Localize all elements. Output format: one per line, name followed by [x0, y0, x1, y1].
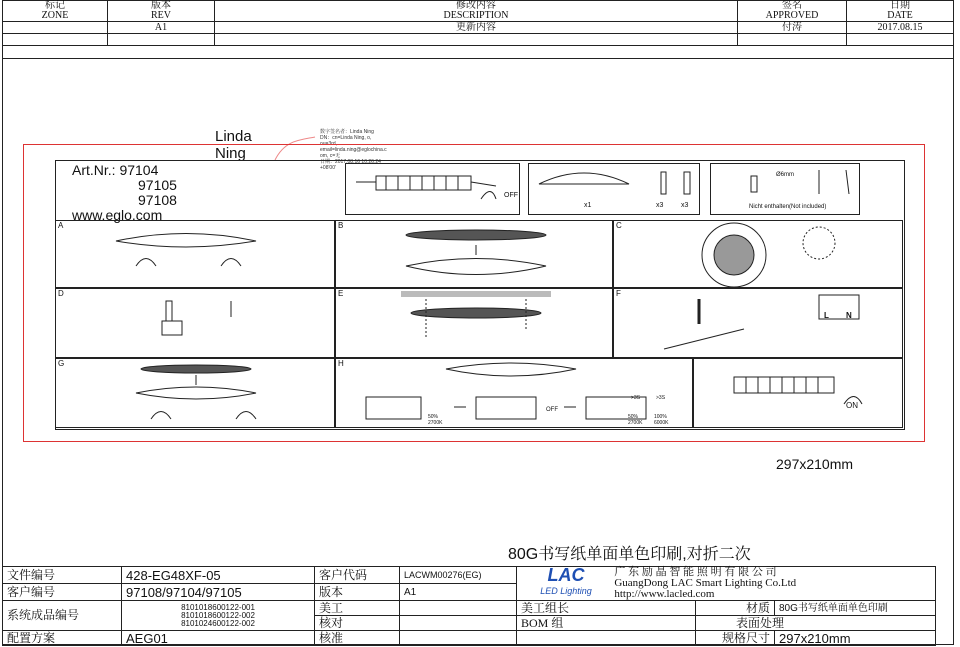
header-rev: 版本 REV — [108, 1, 215, 22]
config-label: 配置方案 — [3, 631, 122, 646]
size-note: 297x210mm — [776, 456, 854, 472]
divider — [2, 58, 954, 59]
step-a: A — [55, 220, 335, 288]
art-label: 美工 — [315, 601, 400, 616]
title-block — [2, 566, 936, 646]
terminal-l: L — [824, 311, 829, 320]
row-zone — [3, 22, 108, 34]
panel-contents — [528, 163, 700, 215]
step-e-illustration — [336, 289, 614, 359]
off-label: OFF — [504, 192, 518, 199]
version-label: 版本 — [315, 584, 400, 601]
customer-no-label: 客户编号 — [3, 584, 122, 601]
step-h-off: OFF — [546, 407, 558, 413]
signature-details: 数字签名者：Linda Ning DN：cn=Linda Ning, o, ou=3rd, email=linda.ning@eglochina.c om, c=无 日期：2017.08.16 10:26:24 +08'00' — [320, 129, 387, 171]
company-block — [517, 567, 936, 601]
spec: 297x210mm — [775, 631, 936, 646]
step-g: G — [55, 358, 335, 428]
step-g-illustration — [56, 359, 336, 429]
header-description: 修改内容 DESCRIPTION — [215, 1, 738, 22]
revision-table — [2, 0, 954, 46]
step-d: D — [55, 288, 335, 358]
qty-plugs: x3 — [681, 202, 689, 209]
contents-illustration — [529, 164, 701, 216]
not-included-note: Nicht enthalten(Not included) — [749, 204, 827, 210]
step-h-lamp1: 50% 2700K — [428, 414, 443, 426]
step-h-sec1: >3S — [631, 395, 641, 401]
customer-no: 97108/97104/97105 — [122, 584, 315, 601]
qty-lamp: x1 — [584, 202, 592, 209]
wiring-on-illustration — [694, 359, 904, 429]
step-e: E — [335, 288, 613, 358]
qty-screws: x3 — [656, 202, 664, 209]
company-name-cn: 广 东 励 晶 智 能 照 明 有 限 公 司 — [614, 566, 777, 578]
drill-size: Ø6mm — [776, 172, 794, 178]
file-no-label: 文件编号 — [3, 567, 122, 584]
step-h: H 50% 2700K OFF >3S >3S 50% 2700K 100% 6000K — [335, 358, 693, 428]
panel-connector — [345, 163, 520, 215]
step-h-sec2: >3S — [656, 395, 666, 401]
check-label: 核对 — [315, 616, 400, 631]
material-label: 材质 — [696, 601, 775, 616]
row-rev: A1 — [108, 22, 215, 34]
step-d-illustration — [56, 289, 336, 359]
system-nos: 8101018600122-001 8101018600122-002 8101024600122-002 — [122, 601, 315, 631]
step-c: C — [613, 220, 903, 288]
print-note: 80G书写纸单面单色印刷,对折二次 — [508, 546, 751, 563]
panel-not-included — [710, 163, 860, 215]
terminal-n: N — [846, 311, 852, 320]
company-url[interactable]: http://www.lacled.com — [614, 588, 715, 600]
step-a-illustration — [56, 221, 336, 289]
file-no: 428-EG48XF-05 — [122, 567, 315, 584]
company-logo: LAC — [547, 565, 585, 585]
row-approved: 付涛 — [738, 22, 847, 34]
step-c-illustration — [614, 221, 904, 289]
art-lead-label: 美工组长 — [517, 601, 696, 616]
signature-name: Linda Ning — [215, 128, 252, 162]
approve-label: 核准 — [315, 631, 400, 646]
on-label: ON — [846, 401, 858, 410]
step-b: B — [335, 220, 613, 288]
surface-label: 表面处理 — [696, 616, 936, 631]
material: 80G书写纸单面单色印刷 — [775, 601, 936, 616]
customer-code-label: 客户代码 — [315, 567, 400, 584]
company-logo-sub: LED Lighting — [540, 586, 592, 596]
header-approved: 签名 APPROVED — [738, 1, 847, 22]
step-f: F L N — [613, 288, 903, 358]
step-b-illustration — [336, 221, 614, 289]
row-description: 更新内容 — [215, 22, 738, 34]
connector-illustration — [346, 164, 521, 216]
step-wiring-on — [693, 358, 903, 428]
company-name-en: GuangDong LAC Smart Lighting Co.Ltd — [614, 577, 797, 589]
version: A1 — [400, 584, 517, 601]
step-h-lamp2: 50% 2700K — [628, 414, 643, 426]
header-zone: 标记 ZONE — [3, 1, 108, 22]
customer-code: LACWM00276(EG) — [400, 567, 517, 584]
step-f-illustration — [614, 289, 904, 359]
row-date: 2017.08.15 — [847, 22, 954, 34]
article-info: Art.Nr.: 97104 97105 97108 www.eglo.com — [72, 162, 177, 223]
bom-label: BOM 组 — [517, 616, 696, 631]
spec-label: 规格尺寸 — [696, 631, 775, 646]
step-h-lamp3: 100% 6000K — [654, 414, 669, 426]
config: AEG01 — [122, 631, 315, 646]
system-no-label: 系统成品编号 — [3, 601, 122, 631]
header-date: 日期 DATE — [847, 1, 954, 22]
